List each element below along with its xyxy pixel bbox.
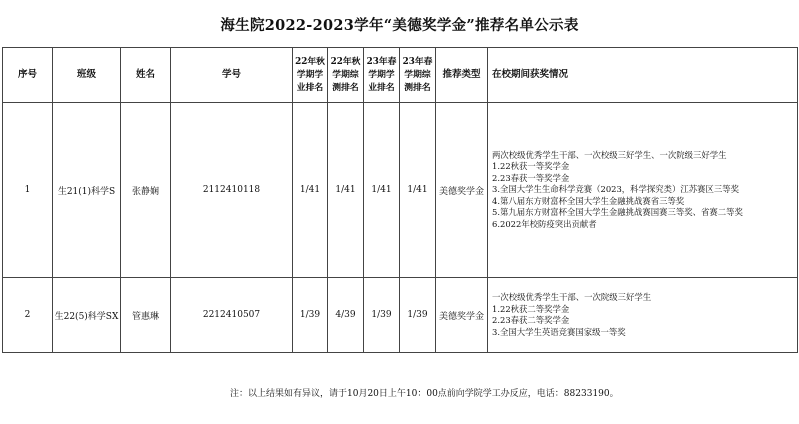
cell-seq: 2 bbox=[3, 278, 53, 353]
header-type: 推荐类型 bbox=[436, 48, 488, 103]
footnote: 注：以上结果如有异议，请于10月20日上午10：00点前向学院学工办反应，电话：88233190。 bbox=[230, 389, 619, 399]
cell-class: 生21(1)科学S bbox=[53, 103, 121, 278]
cell-fall22-academic: 1/41 bbox=[293, 103, 328, 278]
header-seq: 序号 bbox=[3, 48, 53, 103]
cell-type: 美德奖学金 bbox=[436, 278, 488, 353]
page-title: 海生院2022-2023学年“美德奖学金”推荐名单公示表 bbox=[220, 17, 579, 34]
award-line: 3.全国大学生生命科学竞赛（2023，科学探究类）江苏赛区三等奖 bbox=[492, 184, 740, 195]
cell-spring23-overall: 1/39 bbox=[400, 278, 436, 353]
award-line: 2.23春获一等奖学金 bbox=[492, 172, 570, 183]
header-student-id: 学号 bbox=[171, 48, 293, 103]
award-line: 6.2022年校防疫突出贡献者 bbox=[492, 218, 597, 229]
table-row bbox=[3, 278, 798, 353]
cell-student-id: 2212410507 bbox=[171, 278, 293, 353]
award-line: 4.第八届东方财富杯全国大学生金融挑战赛省三等奖 bbox=[492, 195, 685, 206]
cell-spring23-overall: 1/41 bbox=[400, 103, 436, 278]
award-line: 两次校级优秀学生干部、一次校级三好学生、一次院级三好学生 bbox=[492, 149, 727, 160]
award-line: 1.22秋获二等奖学金 bbox=[492, 303, 570, 314]
award-line: 5.第九届东方财富杯全国大学生金融挑战赛国赛三等奖、省赛二等奖 bbox=[492, 207, 743, 218]
cell-spring23-academic: 1/41 bbox=[364, 103, 400, 278]
cell-fall22-overall: 4/39 bbox=[328, 278, 364, 353]
award-line: 2.23春获二等奖学金 bbox=[492, 315, 570, 325]
award-line: 3.全国大学生英语竞赛国家级一等奖 bbox=[492, 326, 626, 337]
cell-spring23-academic: 1/39 bbox=[364, 278, 400, 353]
header-class: 班级 bbox=[53, 48, 121, 103]
cell-class: 生22(5)科学SX bbox=[53, 278, 121, 353]
header-spring23-academic: 23年春学期学业排名 bbox=[364, 48, 400, 103]
table-header-row bbox=[3, 48, 798, 103]
cell-student-id: 2112410118 bbox=[171, 103, 293, 278]
cell-seq: 1 bbox=[3, 103, 53, 278]
cell-awards bbox=[488, 278, 798, 353]
cell-name: 张静娴 bbox=[121, 103, 171, 278]
header-spring23-overall: 23年春学期综测排名 bbox=[400, 48, 436, 103]
cell-type: 美德奖学金 bbox=[436, 103, 488, 278]
header-name: 姓名 bbox=[121, 48, 171, 103]
award-line: 1.22秋获一等奖学金 bbox=[492, 161, 570, 172]
cell-awards bbox=[488, 103, 798, 278]
header-fall22-academic: 22年秋学期学业排名 bbox=[293, 48, 328, 103]
header-awards: 在校期间获奖情况 bbox=[488, 48, 798, 103]
header-fall22-overall: 22年秋学期综测排名 bbox=[328, 48, 364, 103]
cell-fall22-academic: 1/39 bbox=[293, 278, 328, 353]
table-row bbox=[3, 103, 798, 278]
nominee-table bbox=[2, 47, 798, 353]
cell-fall22-overall: 1/41 bbox=[328, 103, 364, 278]
award-line: 一次校级优秀学生干部、一次院级三好学生 bbox=[492, 292, 652, 302]
cell-name: 管惠琳 bbox=[121, 278, 171, 353]
